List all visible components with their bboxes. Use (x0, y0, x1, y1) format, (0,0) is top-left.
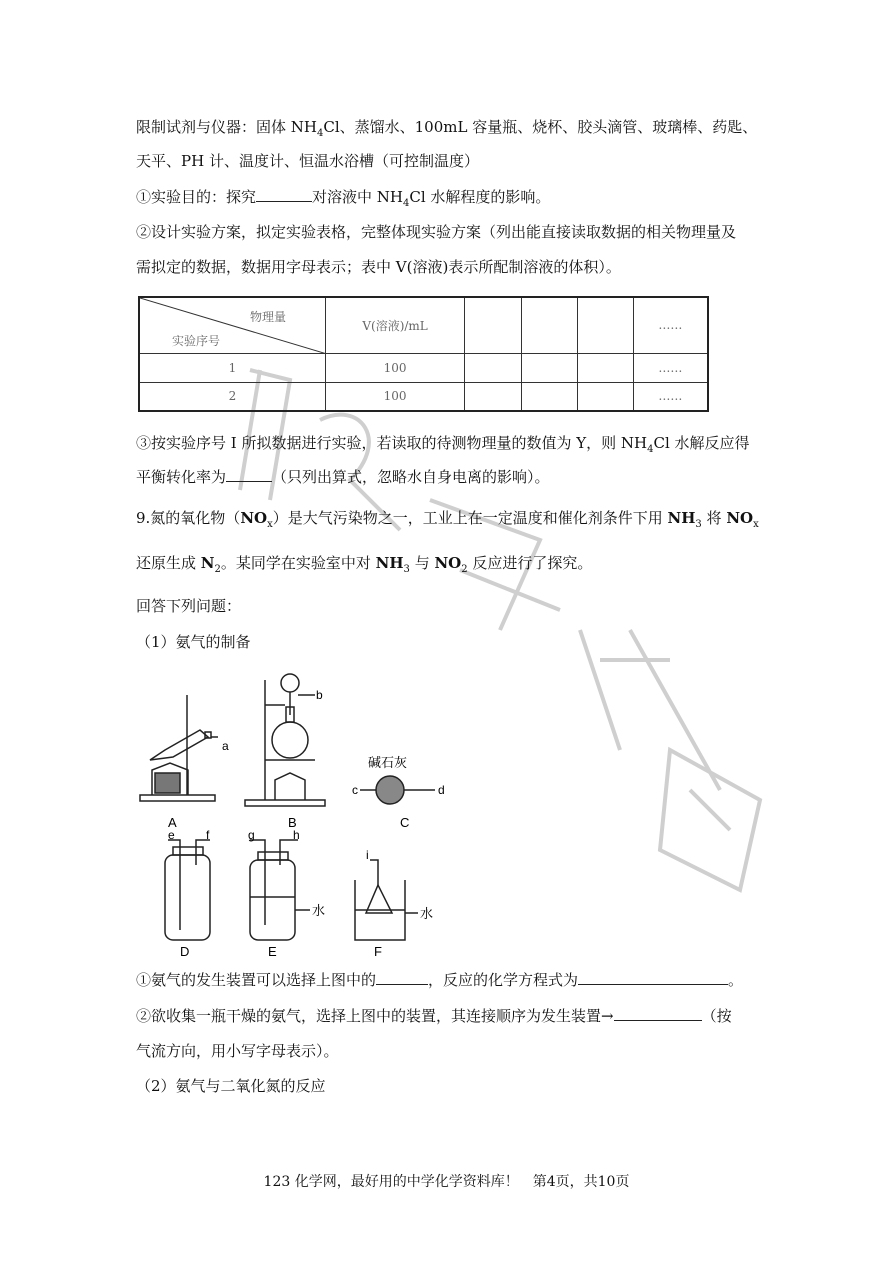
answer-blank[interactable] (226, 467, 272, 482)
header-ellipsis: …… (633, 297, 708, 353)
label-B: B (288, 815, 297, 830)
row-id: 2 (139, 382, 325, 411)
experiment-table (138, 296, 709, 412)
question-2-line-2: 需拟定的数据，数据用字母表示；表中 V(溶液)表示所配制溶液的体积）。 (136, 258, 621, 276)
label-d: d (438, 783, 445, 797)
label-F: F (374, 944, 382, 959)
label-C: C (400, 815, 410, 830)
label-g: g (248, 828, 255, 842)
answer-blank[interactable] (376, 970, 428, 985)
answer-blank[interactable] (578, 970, 728, 985)
header-serial: 实验序号 (172, 334, 221, 348)
empty-cell[interactable] (577, 382, 633, 411)
row-volume: 100 (325, 353, 465, 382)
question-3-line-2: 平衡转化率为 （只列出算式，忽略水自身电离的影响）。 (136, 468, 550, 486)
table-row (139, 382, 708, 411)
label-A: A (168, 815, 177, 830)
question-3-line-1: ③按实验序号 I 所拟数据进行实验，若读取的待测物理量的数值为 Y，则 $NH_4Cl$ 水解反应得 (136, 434, 750, 455)
question-2-line-1: ②设计实验方案，拟定实验表格，完整体现实验方案（列出能直接读取数据的相关物理量及 (136, 223, 737, 241)
empty-cell[interactable] (522, 382, 578, 411)
label-water-f: 水 (420, 907, 434, 922)
empty-cell[interactable] (465, 353, 522, 382)
section-2-title: （2）氨气与二氧化氮的反应 (136, 1077, 326, 1095)
apparatus-diagram (130, 655, 460, 960)
question-1: ①实验目的：探究 对溶液中 $NH_4Cl$ 水解程度的影响。 (136, 188, 551, 209)
empty-cell[interactable] (465, 297, 522, 353)
row-ellipsis: …… (633, 353, 708, 382)
label-c: c (352, 783, 358, 797)
label-e: e (168, 828, 175, 842)
table-row (139, 353, 708, 382)
part-1-question-2-line-1: ②欲收集一瓶干燥的氨气，选择上图中的装置，其连接顺序为发生装置→ （按 (136, 1007, 732, 1025)
answer-prompt: 回答下列问题： (136, 597, 242, 615)
reagents-line-2: 天平、PH 计、温度计、恒温水浴槽（可控制温度） (136, 152, 479, 170)
label-E: E (268, 944, 277, 959)
reagents-line-1: 限制试剂与仪器：固体 $NH_4Cl$、蒸馏水、100mL 容量瓶、烧杯、胶头滴管、玻璃棒、药匙、 (136, 118, 758, 139)
label-h: h (293, 828, 300, 842)
row-ellipsis: …… (633, 382, 708, 411)
label-soda-lime: 碱石灰 (368, 756, 408, 771)
row-id: 1 (139, 353, 325, 382)
label-a: a (222, 739, 229, 753)
question-9-line-1: 9.氮的氧化物$(NO_x)$是大气污染物之一，工业上在一定温度和催化剂条件下用 $NH_3$ 将 $NO_x$ (136, 509, 759, 530)
empty-cell[interactable] (522, 297, 578, 353)
label-b: b (316, 688, 323, 702)
label-f: f (206, 828, 210, 842)
part-1-question-2-line-2: 气流方向，用小写字母表示）。 (136, 1042, 339, 1060)
question-9-line-2: 还原生成 $N_2$。某同学在实验室中对 $NH_3$ 与 $NO_2$ 反应进行了探究。 (136, 554, 593, 575)
empty-cell[interactable] (577, 297, 633, 353)
empty-cell[interactable] (522, 353, 578, 382)
section-1-title: （1）氨气的制备 (136, 633, 251, 651)
answer-blank[interactable] (256, 187, 312, 202)
part-1-question-1: ①氨气的发生装置可以选择上图中的 ，反应的化学方程式为 。 (136, 971, 744, 989)
empty-cell[interactable] (577, 353, 633, 382)
answer-blank[interactable] (614, 1006, 702, 1021)
label-i: i (366, 848, 369, 862)
row-volume: 100 (325, 382, 465, 411)
label-D: D (180, 944, 190, 959)
table-header-diagonal (139, 297, 325, 353)
label-water-e: 水 (312, 904, 326, 919)
header-quantity: 物理量 (250, 310, 287, 324)
page-footer: 123 化学网，最好用的中学化学资料库！ 第4页，共10页 (263, 1174, 630, 1190)
empty-cell[interactable] (465, 382, 522, 411)
header-volume: V(溶液)/mL (325, 297, 465, 353)
